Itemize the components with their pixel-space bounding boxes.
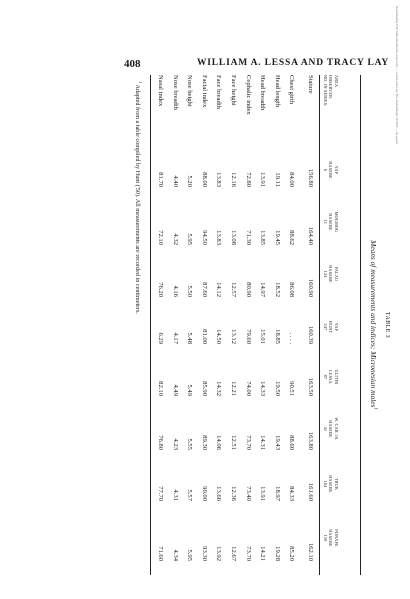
table-cell: 160.90	[307, 278, 314, 297]
table-cell: 5.48	[186, 332, 194, 344]
header-line: HASEBE	[328, 265, 334, 283]
table-cell: 74.00	[244, 381, 252, 396]
table-cell: 18.85	[273, 329, 281, 344]
table-number: TABLE 3	[384, 311, 390, 339]
table-cell: 14.12	[215, 282, 223, 297]
table-cell: 12.51	[230, 435, 237, 450]
column-header	[323, 406, 359, 452]
table-cell: 85.90	[200, 381, 208, 396]
table-cell: 80.90	[244, 282, 252, 297]
table-cell: 12.67	[230, 546, 237, 561]
header-line: 11	[323, 219, 329, 225]
table-cell: 72.10	[157, 230, 164, 245]
row-label: Nose height	[186, 75, 194, 107]
table-cell: 160.39	[307, 325, 314, 344]
table-cell: 4.17	[171, 332, 179, 344]
table-cell: 13.08	[230, 230, 237, 245]
table-row	[198, 75, 208, 575]
table-row	[285, 75, 295, 575]
table-cell: 163.50	[307, 377, 314, 396]
table-cell: 76.80	[157, 435, 164, 450]
table-cell: 14.50	[215, 329, 223, 344]
table-cell: 89.30	[200, 435, 208, 450]
table-cell: 88.00	[200, 172, 208, 187]
header-line: OBSERVER:	[328, 75, 334, 100]
table-row	[304, 75, 314, 575]
table-cell: 79.60	[244, 329, 252, 344]
header-line: PALAU	[333, 266, 339, 282]
table-row	[227, 75, 237, 575]
table-cell: 12.57	[230, 282, 237, 297]
table-cell: 90.51	[288, 381, 296, 396]
table-row	[271, 75, 281, 575]
table-title: Means of measurements and indices; Micronesian males$^1$	[369, 240, 378, 410]
column-header	[323, 515, 359, 561]
table-cell: 19.43	[273, 435, 281, 450]
table-cell: 19.28	[273, 546, 281, 561]
table-cell: 5.57	[186, 489, 194, 501]
table-cell: 4.31	[171, 489, 179, 501]
table-row	[242, 75, 252, 575]
table-cell: 71.30	[244, 230, 252, 245]
table-cell: 90.00	[200, 486, 208, 501]
table-cell: 5.20	[186, 175, 194, 187]
table-cell: 13.91	[259, 486, 267, 501]
header-line: NO. IN SERIES:	[323, 75, 329, 107]
table-cell: 14.21	[259, 546, 267, 561]
column-header	[323, 147, 359, 193]
table-cell: 5.95	[186, 233, 194, 245]
table-row	[256, 75, 266, 575]
table-cell: 13.91	[259, 172, 267, 187]
table-cell: 88.62	[288, 230, 296, 245]
table-cell: 14.97	[259, 282, 267, 297]
table-cell: 163.80	[307, 431, 314, 450]
header-stub	[323, 75, 359, 145]
header-line: HASEBE	[328, 213, 334, 231]
table-cell: 6.29	[157, 332, 164, 344]
table-row	[212, 75, 222, 575]
table-bottom-rule	[150, 75, 151, 575]
table-cell: 18.97	[273, 486, 281, 501]
header-line: YAP	[333, 322, 339, 332]
table-cell: 84.00	[288, 172, 296, 187]
table-cell: . . . .	[288, 332, 296, 344]
table-cell: 14.33	[259, 381, 267, 396]
table-cell: 5.49	[186, 384, 194, 396]
header-line: 124	[323, 270, 329, 278]
table-cell: 12.16	[230, 172, 237, 187]
table-cell: 73.40	[244, 486, 252, 501]
table-cell: 5.50	[186, 285, 194, 297]
table-footnote: $^1$ Adapted from a table compiled by Hunt ('50). All measurements are recorded in centimeters.	[133, 81, 143, 314]
title-footnote-marker: 1	[372, 407, 378, 410]
table-cell: 4.40	[171, 175, 179, 187]
header-line: 87	[323, 374, 329, 380]
row-label: Face breadth	[215, 75, 223, 109]
header-line: HASEBE	[328, 420, 334, 438]
header-line: HASEBE	[328, 529, 334, 547]
table-cell: 76.20	[157, 282, 164, 297]
table-cell: 82.10	[157, 381, 164, 396]
table-cell: 4.34	[171, 549, 179, 561]
table-cell: 14.32	[215, 381, 223, 396]
table-cell: 164.40	[307, 226, 314, 245]
header-line: MOGMOG	[333, 211, 339, 233]
row-label: Nose breadth	[171, 75, 179, 110]
header-line: 150	[323, 534, 329, 542]
table-cell: 156.80	[307, 168, 314, 187]
column-header	[323, 461, 359, 507]
footnote-marker: 1	[138, 81, 143, 84]
header-line: PONAPE	[333, 529, 339, 547]
table-cell: 77.70	[157, 486, 164, 501]
table-cell: 4.49	[171, 384, 179, 396]
table-cell: 18.52	[273, 282, 281, 297]
table-cell: 19.45	[273, 230, 281, 245]
header-line: 164	[323, 480, 329, 488]
table-cell: 93.30	[200, 546, 208, 561]
table-cell: 14.06	[215, 435, 223, 450]
table-cell: 13.83	[215, 172, 223, 187]
table-cell: 13.12	[230, 329, 237, 344]
row-label: Nasal index	[157, 75, 164, 107]
table-cell: 73.70	[244, 435, 252, 450]
header-line: LESSA	[328, 370, 334, 384]
table-cell: 71.60	[157, 546, 164, 561]
table-cell: 19.11	[273, 172, 281, 187]
table-cell: 85.20	[288, 546, 296, 561]
row-label: Stature	[307, 75, 314, 94]
page-number: 408	[124, 58, 141, 70]
table-cell: 81.70	[157, 172, 164, 187]
table-cell: 88.60	[288, 435, 296, 450]
table-cell: 86.08	[288, 282, 296, 297]
table-cell: 13.92	[215, 546, 223, 561]
column-header	[323, 304, 359, 350]
rotated-table	[130, 75, 392, 575]
table-cell: 13.83	[215, 230, 223, 245]
table-cell: 161.60	[307, 482, 314, 501]
header-line: TRUK	[333, 477, 339, 491]
header-line: AREA	[333, 75, 339, 88]
header-line: 247	[323, 323, 329, 331]
table-cell: 94.50	[200, 230, 208, 245]
table-cell: 5.95	[186, 549, 194, 561]
table-cell: 84.33	[288, 486, 296, 501]
table-cell: 19.50	[273, 381, 281, 396]
table-cell: 87.60	[200, 282, 208, 297]
table-top-rule	[360, 75, 361, 575]
header-line: 41	[323, 426, 329, 432]
table-cell: 5.55	[186, 438, 194, 450]
row-label: Head length	[273, 75, 281, 108]
table-cell: 72.80	[244, 172, 252, 187]
table-cell: 81.00	[200, 329, 208, 344]
table-cell: 162.10	[307, 542, 314, 561]
table-cell: 73.70	[244, 546, 252, 561]
table-cell: 4.23	[171, 438, 179, 450]
table-cell: 4.16	[171, 285, 179, 297]
table-cell: 13.66	[215, 486, 223, 501]
row-label: Face height	[230, 75, 237, 106]
column-header	[323, 199, 359, 245]
table-cell: 14.31	[259, 435, 267, 450]
row-label: Head breadth	[259, 75, 267, 111]
table-row	[183, 75, 193, 575]
header-line: HUNT	[328, 320, 334, 334]
column-header	[323, 354, 359, 400]
running-head: WILLIAM A. LESSA AND TRACY LAY	[197, 58, 390, 68]
margin-download-note: Downloaded from https://academic.oup.com/ — Lessa and Lay, The Somatology of Ulithi — by guest	[395, 6, 399, 144]
table-cell: 15.01	[259, 329, 267, 344]
table-cell: 13.85	[259, 230, 267, 245]
header-line: YAP	[333, 165, 339, 175]
header-line: HASEBE	[328, 475, 334, 493]
header-line: HASEBE	[328, 161, 334, 179]
column-header	[323, 251, 359, 297]
table-cell: 12.21	[230, 381, 237, 396]
table-cell: 12.36	[230, 486, 237, 501]
row-label: Cephalic index	[244, 75, 252, 115]
row-label: Chest girth	[288, 75, 296, 105]
header-line: 6	[323, 168, 329, 172]
header-line: W. CAR. IS.	[333, 417, 339, 441]
table-row	[154, 75, 164, 575]
table-header-rule	[319, 75, 320, 575]
header-line: ULITHI	[333, 369, 339, 385]
table-cell: 4.32	[171, 233, 179, 245]
row-label: Facial index	[200, 75, 208, 108]
table-row	[169, 75, 179, 575]
